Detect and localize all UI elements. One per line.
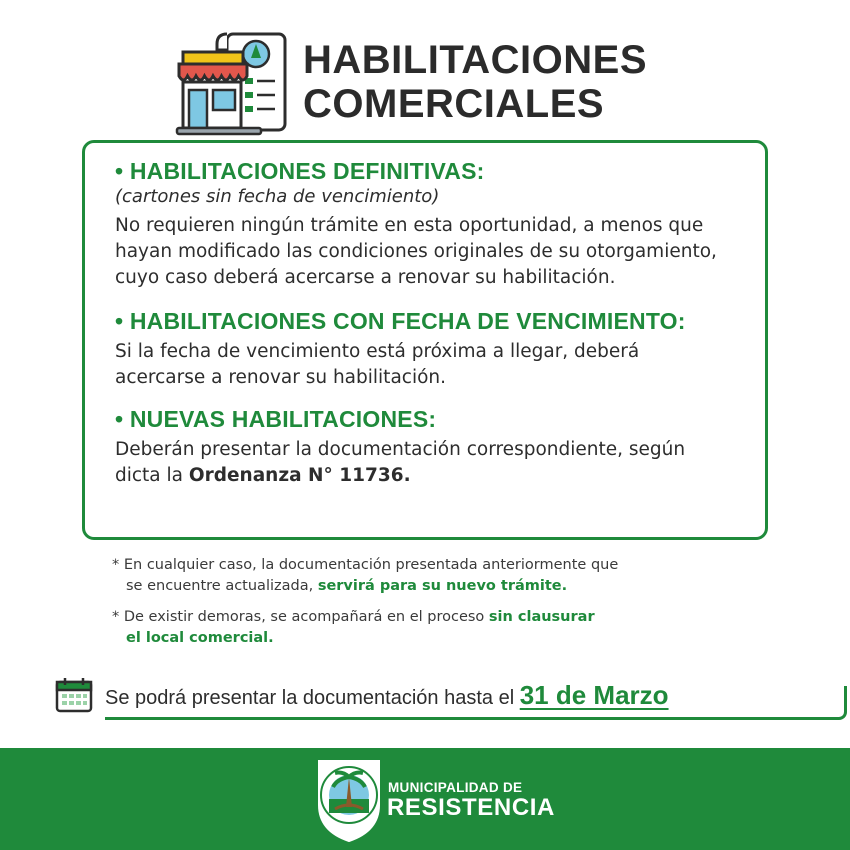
section-body bbox=[115, 437, 735, 489]
note-highlight: sin clausurar bbox=[488, 609, 595, 625]
note-text: se encuentre actualizada, bbox=[126, 578, 318, 594]
deadline-text bbox=[105, 680, 669, 711]
section-body-text: Deberán presentar la documentación correspondiente, según dicta la bbox=[115, 439, 686, 486]
note-line bbox=[112, 576, 752, 597]
footer bbox=[0, 748, 850, 850]
section-subheading: (cartones sin fecha de vencimiento) bbox=[115, 186, 440, 207]
section-heading: • HABILITACIONES CON FECHA DE VENCIMIENTO: bbox=[115, 308, 686, 334]
note-line: * En cualquier caso, la documentación presentada anteriormente que bbox=[112, 557, 619, 573]
notes bbox=[112, 555, 752, 659]
note-highlight: servirá para su nuevo trámite. bbox=[317, 578, 568, 594]
section-vencimiento bbox=[115, 307, 765, 391]
calendar-icon bbox=[55, 677, 93, 713]
section-heading: • NUEVAS HABILITACIONES: bbox=[115, 406, 437, 432]
note-item bbox=[112, 555, 752, 597]
section-definitivas bbox=[115, 157, 765, 291]
title-line-2: COMERCIALES bbox=[303, 82, 605, 126]
section-body: No requieren ningún trámite en esta oportunidad, a menos que hayan modificado las condiciones originales de su otorgamiento, cuyo caso deberá acercarse a renovar su habilitación. bbox=[115, 215, 717, 288]
municipal-seal-icon bbox=[313, 755, 385, 843]
info-card bbox=[82, 140, 768, 540]
note-highlight: el local comercial. bbox=[126, 630, 274, 646]
note-item bbox=[112, 607, 752, 649]
org-label: MUNICIPALIDAD DE bbox=[388, 780, 523, 795]
shop-document-icon bbox=[175, 30, 295, 138]
header bbox=[175, 30, 695, 140]
title-line-1: HABILITACIONES bbox=[303, 38, 648, 82]
section-body: Si la fecha de vencimiento está próxima a llegar, deberá acercarse a renovar su habilitación. bbox=[115, 341, 640, 388]
note-line bbox=[112, 609, 595, 625]
note-text: * De existir demoras, se acompañará en el proceso bbox=[112, 609, 489, 625]
ordinance-number: Ordenanza N° 11736. bbox=[188, 465, 411, 486]
org-name: RESISTENCIA bbox=[387, 794, 555, 821]
section-nuevas bbox=[115, 405, 765, 489]
deadline-label: Se podrá presentar la documentación hasta el bbox=[105, 687, 520, 709]
deadline-date: 31 de Marzo bbox=[519, 680, 669, 710]
page-title bbox=[303, 38, 647, 126]
deadline-banner bbox=[55, 672, 795, 720]
section-heading: • HABILITACIONES DEFINITIVAS: bbox=[115, 158, 485, 184]
